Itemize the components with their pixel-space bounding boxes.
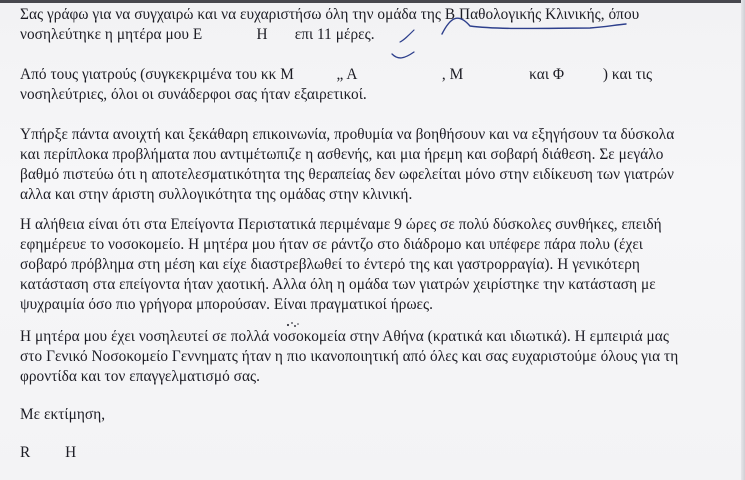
letter-line-12: κατάσταση στα επείγοντα ήταν χαοτική. Αλλα όλη η ομάδα των γιατρών χειρίστηκε την κατάσταση με [20,276,656,293]
pen-check-mark [390,48,416,62]
letter-line-6: και περίπλοκα προβλήματα που αντιμέτωπιζε η ασθενής, και μια ήρεμη και σοβαρή διάθεση. Σε μεγάλο [20,146,664,163]
letter-line-7: βαθμό πιστεύω ότι η αποτελεσματικότητα της θεραπείας δεν ωφελείται μόνο στην ειδίκευση των γιατρών [20,166,675,183]
scan-right-edge [741,0,745,480]
letter-line-3: Από τους γιατρούς (συγκεκριμένα του κκ Μ „ Α , Μ και Φ ) και τις [20,66,653,83]
letter-line-16: φροντίδα και τον επαγγελματισμό σας. [20,368,260,385]
letter-closing: Με εκτίμηση, [20,406,106,423]
letter-line-14: Η μητέρα μου έχει νοσηλευτεί σε πολλά νοσοκομεία στην Αθήνα (κρατικά και ιδιωτικά). Η εμπειριά μας [20,328,669,345]
letter-line-11: σοβαρό πρόβλημα στη μέση και είχε διαστρεβλωθεί το έντερό της και γαστρορραγία). Η γενικότερη [20,256,640,273]
letter-line-5: Υπήρξε πάντα ανοιχτή και ξεκάθαρη επικοινωνία, προθυμία να βοηθήσουν και να εξηγήσουν τα δύσκολα [20,126,675,143]
letter-line-13: ψυχραιμία όσο πιο γρήγορα μπορούσαν. Είναι πραγματικοί ήρωες. [20,296,434,313]
letter-line-1: Σας γράφω για να συγχαιρώ και να ευχαριστήσω όλη την ομάδα της Β Παθολογικής Κλινικής, όπου [20,6,640,23]
letter-line-15: στο Γενικό Νοσοκομείο Γεννηματς ήταν η πιο ικανοποιητική από όλες και σας ευχαριστούμε όλους για τη [20,348,679,365]
letter-line-9: Η αλήθεια είναι ότι στα Επείγοντα Περιστατικά περιμέναμε 9 ώρες σε πολύ δύσκολες συνθήκες, επειδή [20,216,662,233]
letter-line-10: εφημέρευε το νοσοκομείο. Η μητέρα μου ήταν σε ράντζο στο διάδρομο και υπέφερε πάρα πολυ (έχει [20,236,643,253]
letter-line-8: αλλα και στην άριστη συλλογικότητα της ομάδας στην κλινική. [20,186,413,203]
letter-signature-initials: R H [20,444,77,461]
letter-line-2: νοσηλεύτηκε η μητέρα μου Ε Η επι 11 μέρες. [20,26,375,43]
pen-trailing-mark [398,26,418,46]
scan-top-edge [0,0,745,3]
letter-line-4: νοσηλεύτριες, όλοι οι συνάδερφοι σας ήταν εξαιρετικοί. [20,86,367,103]
